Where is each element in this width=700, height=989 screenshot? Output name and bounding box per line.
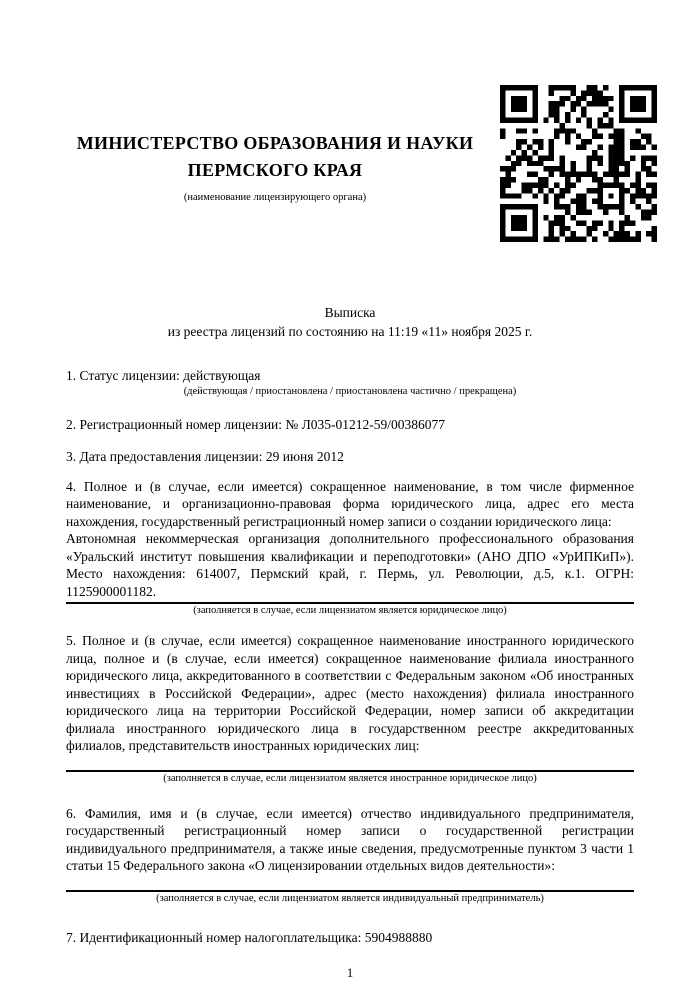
empty-value-space <box>66 755 634 768</box>
entrepreneur-caption: (заполняется в случае, если лицензиатом является индивидуальный предприниматель) <box>156 892 544 904</box>
license-status-text: 1. Статус лицензии: действующая <box>66 368 261 383</box>
item-3-grant-date <box>66 448 634 466</box>
taxpayer-number-text: 7. Идентификационный номер налогоплательщика: 5904988880 <box>66 929 433 945</box>
entrepreneur-label: 6. Фамилия, имя и (в случае, если имеется) отчество индивидуального предпринимателя, государственный регистрационный номер записи о государственной регистрации индивидуального предпринимателя, а также иные сведения, предусмотренные пунктом 3 части 1 статьи 15 Федерального закона «О лицензировании отдельных видов деятельности»: <box>66 805 634 873</box>
document-title-line1: Выписка <box>324 305 376 320</box>
foreign-entity-label: 5. Полное и (в случае, если имеется) сокращенное наименование иностранного юридического лица, полное и (в случае, если имеется) сокращенное наименование филиала иностранного юридического лица, аккредитованного в соответствии с Федеральным законом «Об иностранных инвестициях в Российской Федерации», адрес (место нахождения) филиала иностранного юридического лица на территории Российской Федерации, номер записи об аккредитации филиала иностранного юридического лица в государственном реестре аккредитованных филиалов, представительств иностранных юридических лиц: <box>66 633 634 753</box>
authority-name-line2: ПЕРМСКОГО КРАЯ <box>187 160 363 180</box>
registration-number-text: 2. Регистрационный номер лицензии: № Л035-01212-59/00386077 <box>66 416 446 432</box>
qr-code-icon <box>500 85 657 242</box>
item-1-license-status <box>66 367 634 399</box>
authority-caption: (наименование лицензирующего органа) <box>183 192 367 203</box>
item-7-taxpayer-number <box>66 929 634 947</box>
item-4-legal-entity <box>66 478 634 619</box>
legal-entity-value: Автономная некоммерческая организация дополнительного профессионального образования «Уральский институт повышения квалификации и переподготовки» (АНО ДПО «УрИПКиП»). Место нахождения: 614007, Пермский край, г. Пермь, ул. Революции, д.5, к.1. ОГРН: 1125900001182. <box>66 531 634 599</box>
empty-value-space <box>66 875 634 888</box>
legal-entity-caption: (заполняется в случае, если лицензиатом является юридическое лицо) <box>193 605 507 616</box>
licensing-authority-block <box>45 130 505 204</box>
document-title <box>66 303 634 341</box>
authority-name-line1: МИНИСТЕРСТВО ОБРАЗОВАНИЯ И НАУКИ <box>76 133 474 153</box>
document-title-line2: из реестра лицензий по состоянию на 11:19 «11» ноября 2025 г. <box>167 324 533 339</box>
item-2-registration-number <box>66 416 634 434</box>
item-6-individual-entrepreneur <box>66 805 634 906</box>
license-status-caption: (действующая / приостановлена / приостановлена частично / прекращена) <box>183 385 517 397</box>
document-header <box>66 0 634 265</box>
page-number: 1 <box>346 965 354 980</box>
grant-date-text: 3. Дата предоставления лицензии: 29 июня 2012 <box>66 449 344 464</box>
item-5-foreign-entity <box>66 632 634 786</box>
foreign-entity-caption: (заполняется в случае, если лицензиатом является иностранное юридическое лицо) <box>163 772 537 784</box>
legal-entity-label: 4. Полное и (в случае, если имеется) сокращенное наименование, в том числе фирменное наименование, и организационно-правовая форма юридического лица, адрес его места нахождения, государственный регистрационный номер записи о создании юридического лица: <box>66 478 634 529</box>
